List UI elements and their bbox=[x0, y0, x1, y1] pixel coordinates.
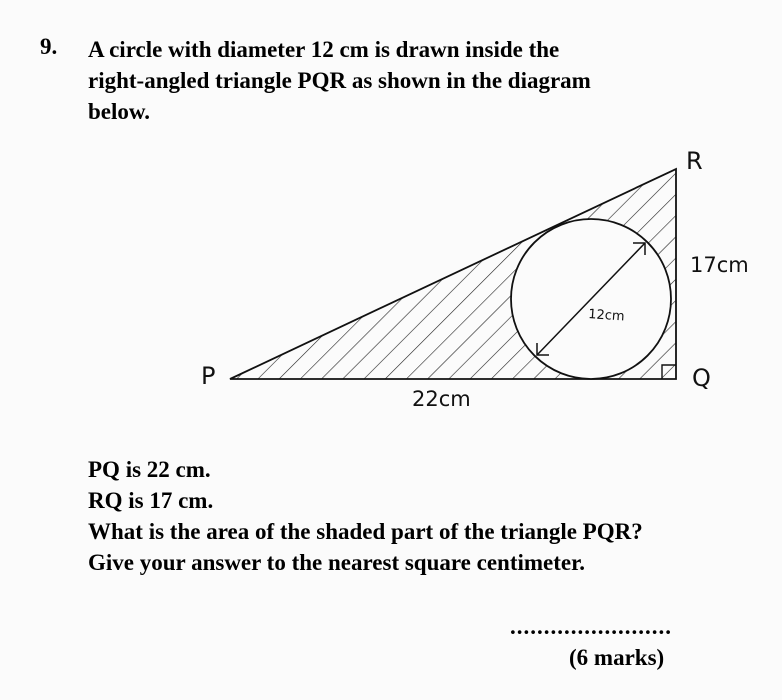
vertex-label-r: R bbox=[686, 147, 703, 175]
info-line: Give your answer to the nearest square centimeter. bbox=[88, 550, 585, 575]
question-line: below. bbox=[88, 99, 150, 124]
info-line: PQ is 22 cm. bbox=[88, 457, 211, 482]
marks-label: (6 marks) bbox=[569, 645, 665, 670]
info-line: What is the area of the shaded part of the triangle PQR? bbox=[88, 519, 643, 544]
vertex-label-p: P bbox=[201, 362, 216, 390]
question-info bbox=[88, 454, 643, 578]
diameter-label: 12cm bbox=[587, 307, 626, 325]
question-line: A circle with diameter 12 cm is drawn inside the bbox=[88, 37, 560, 62]
base-length-label: 22cm bbox=[412, 387, 471, 411]
side-length-label: 17cm bbox=[690, 253, 749, 277]
info-line: RQ is 17 cm. bbox=[88, 488, 214, 513]
question-number: 9. bbox=[40, 34, 58, 59]
vertex-label-q: Q bbox=[692, 364, 711, 392]
answer-blank[interactable]: ........................ bbox=[510, 614, 672, 639]
question-line: right-angled triangle PQR as shown in the diagram bbox=[88, 68, 591, 93]
